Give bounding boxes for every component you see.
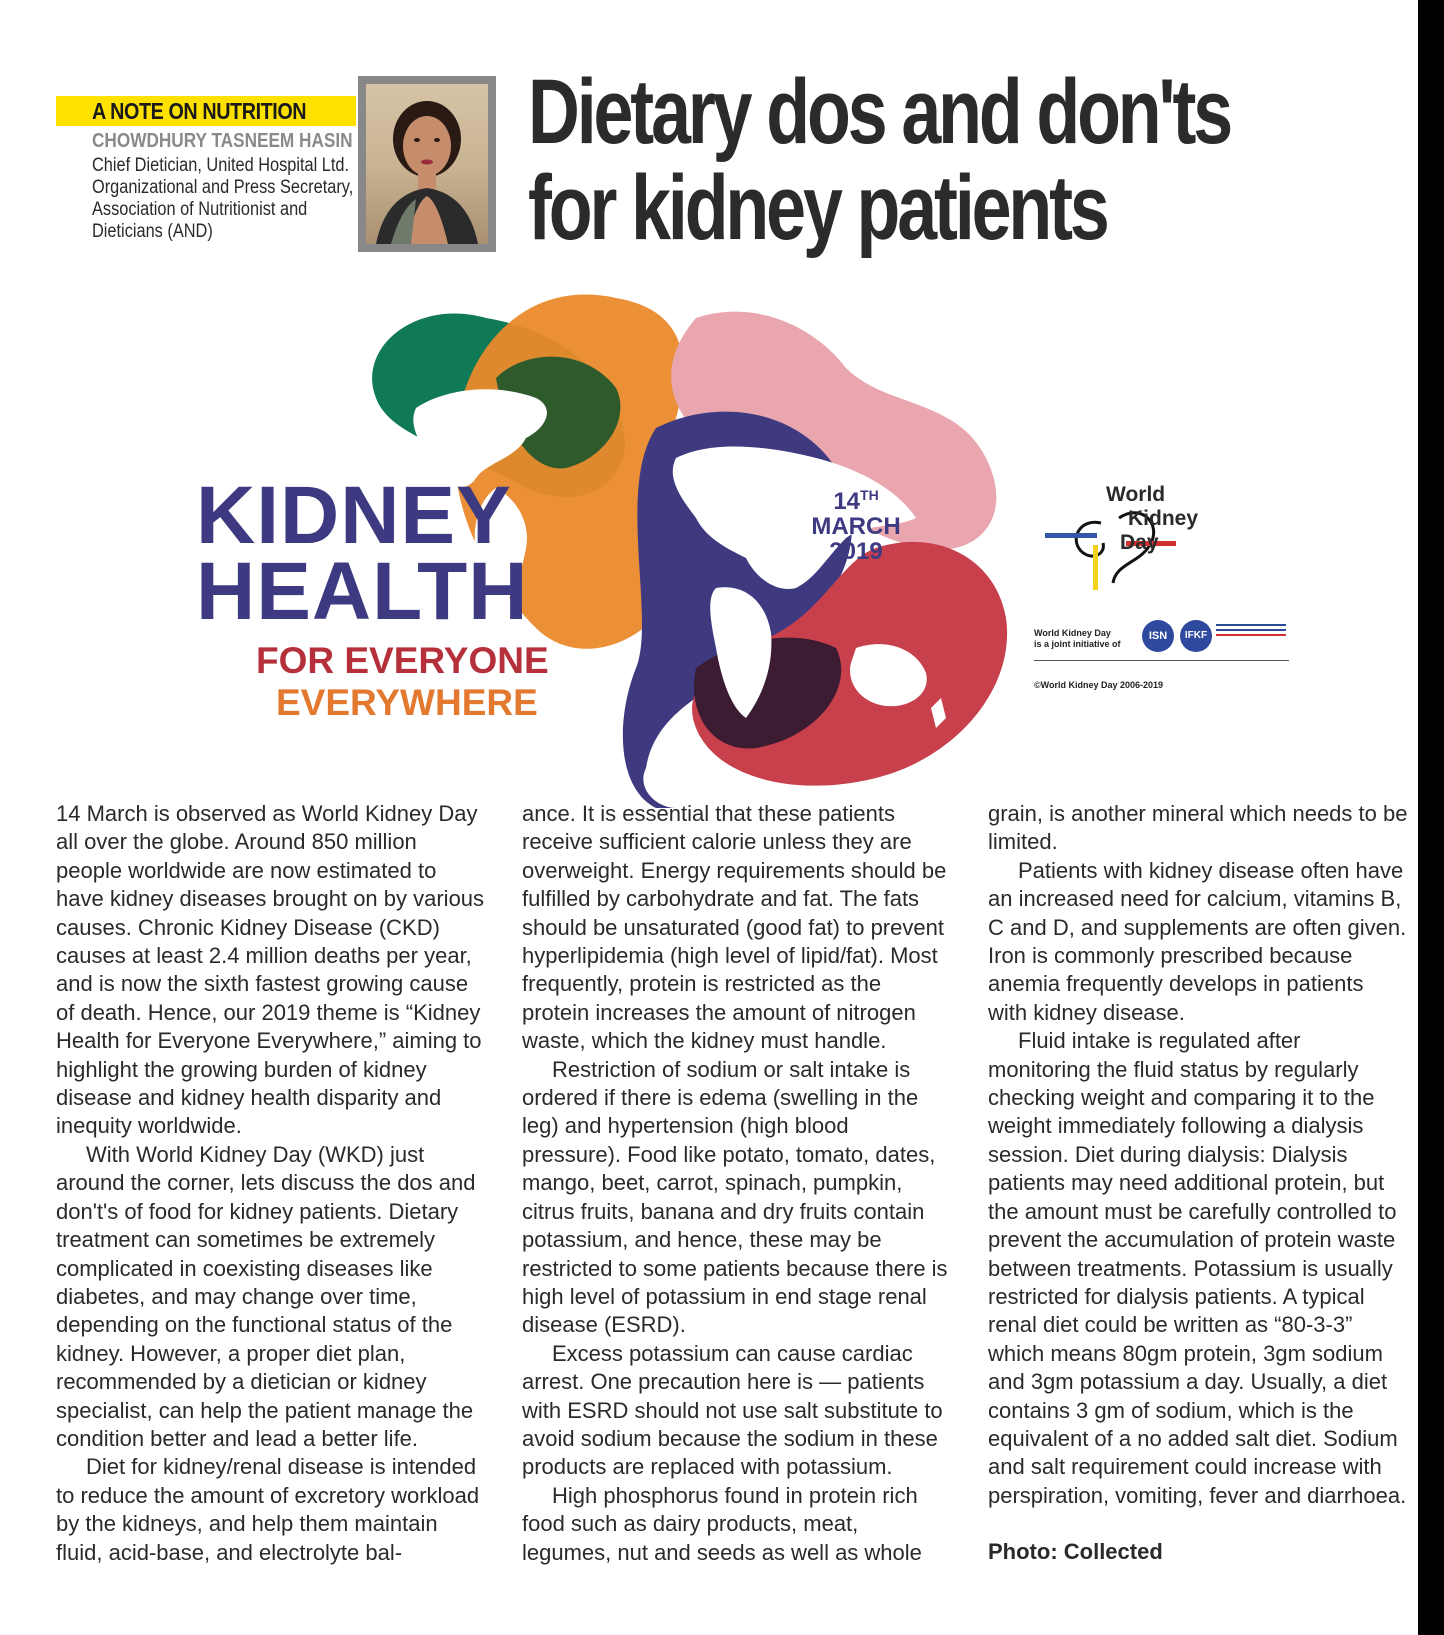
photo-credit: Photo: Collected [988,1539,1163,1565]
logo-word: Day [1120,531,1159,554]
section-kicker [56,96,356,126]
date-suffix: TH [860,487,879,503]
paragraph: Restriction of sodium or salt intake is ordered if there is edema (swelling in the leg) and hypertension (high blood pressure). Food like potato, tomato, dates, mango, beet, carrot, spinach, pumpkin, citrus fruits, banana and dry fruits contain potassium, and hence, these may be restricted to some patients because there is high level of potassium in end stage renal disease (ESRD). [522,1056,948,1338]
author-title-line: Chief Dietician, United Hospital Ltd. [92,155,350,176]
poster-date [796,483,916,564]
joint-initiative-text [1034,628,1121,650]
ifkf-logo-icon: IFKF [1180,620,1212,652]
author-title-line: Association of Nutritionist and [92,199,308,220]
headline-line: Dietary dos and don'ts [528,61,1231,163]
poster-subtitle-1: FOR EVERYONE [256,640,549,681]
isn-logo-icon: ISN [1142,620,1174,652]
page-edge-bar [1418,0,1444,1635]
portrait-photo [366,84,488,244]
author-name: CHOWDHURY TASNEEM HASIN [92,130,353,152]
poster-subtitle-2: EVERYWHERE [276,682,538,723]
article-column-3 [988,800,1408,1567]
headline-line: for kidney patients [528,157,1107,259]
poster-title-line: HEALTH [196,546,529,637]
paragraph: Excess potassium can cause cardiac arrest. One precaution here is — patients with ESRD should not use salt substitute to avoid sodium because the sodium in these products are replaced with potassium. [522,1340,943,1480]
poster-copyright: ©World Kidney Day 2006-2019 [1034,680,1164,690]
kidney-day-poster [56,288,1396,808]
author-title-line: Organizational and Press Secretary, [92,177,354,198]
paragraph: grain, is another mineral which needs to be limited. [988,801,1408,855]
paragraph: ance. It is essential that these patients receive sufficient calorie unless they are overweight. Energy requirements should be fulfilled by carbohydrate and fat. The fats should be unsaturated (good fat) to prevent hyperlipidemia (high level of lipid/fat). Most frequently, protein is restricted as the protein increases the amount of nitrogen waste, which the kidney must handle. [522,801,947,1054]
author-portrait [358,76,496,252]
paragraph: Fluid intake is regulated after monitoring the fluid status by regularly checking weight and comparing it to the weight immediately following a dialysis session. Diet during dialysis: Dialysis patients may need additional protein, but the amount must be carefully controlled to prevent the accumulation of protein waste between treatments. Potassium is usually restricted for dialysis patients. A typical renal diet could be written as “80-3-3” which means 80gm protein, 3gm sodium and 3gm potassium a day. Usually, a diet contains 3 gm of sodium, which is the equivalent of a no added salt diet. Sodium and salt requirement could increase with perspiration, vomiting, fever and diarrhoea. [988,1028,1407,1508]
world-kidney-day-wordmark [1106,483,1198,555]
paragraph: High phosphorus found in protein rich food such as dairy products, meat, legumes, nut and seeds as well as whole [522,1482,922,1565]
article-column-1 [56,800,486,1567]
logo-divider [1034,660,1289,661]
date-day: 14 [833,488,861,515]
paragraph: With World Kidney Day (WKD) just around the corner, lets discuss the dos and don't's of food for kidney patients. Dietary treatment can sometimes be extremely complicated in coexisting diseases like diabetes, and may change over time, depending on the functional status of the kidney. However, a proper diet plan, recommended by a dietician or kidney specialist, can help the patient manage the condition better and lead a better life. [56,1141,476,1451]
article-headline [528,61,1231,259]
logo-word: World [1106,483,1166,506]
author-title-line: Dieticians (AND) [92,221,213,242]
paragraph: 14 March is observed as World Kidney Day all over the globe. Around 850 million people worldwide are now estimated to have kidney diseases brought on by various causes. Chronic Kidney Disease (CKD) causes at least 2.4 million deaths per year, and is now the sixth fastest growing cause of death. Hence, our 2019 theme is “Kidney Health for Everyone Everywhere,” aiming to highlight the growing burden of kidney disease and kidney health disparity and inequity worldwide. [56,801,485,1139]
paragraph: Patients with kidney disease often have an increased need for calcium, vitamins B, C and D, and supplements are often given. Iron is commonly prescribed because anemia frequently develops in patients with kidney disease. [988,857,1407,1025]
date-month: MARCH [811,513,901,540]
poster-title-line: KIDNEY [196,470,512,561]
kicker-label: A NOTE ON NUTRITION [92,98,307,124]
poster-title [196,470,529,637]
joint-line: is a joint initiative of [1034,639,1121,649]
author-byline [92,130,352,243]
logo-word: Kidney [1128,507,1199,530]
article-column-2 [522,800,952,1567]
ifkf-wordmark-icon [1216,624,1286,642]
paragraph: Diet for kidney/renal disease is intended to reduce the amount of excretory workload by the kidneys, and help them maintain fluid, acid-base, and electrolyte bal- [56,1454,480,1565]
joint-line: World Kidney Day [1034,628,1111,638]
date-year: 2019 [829,538,883,565]
portrait-figure [366,84,488,244]
